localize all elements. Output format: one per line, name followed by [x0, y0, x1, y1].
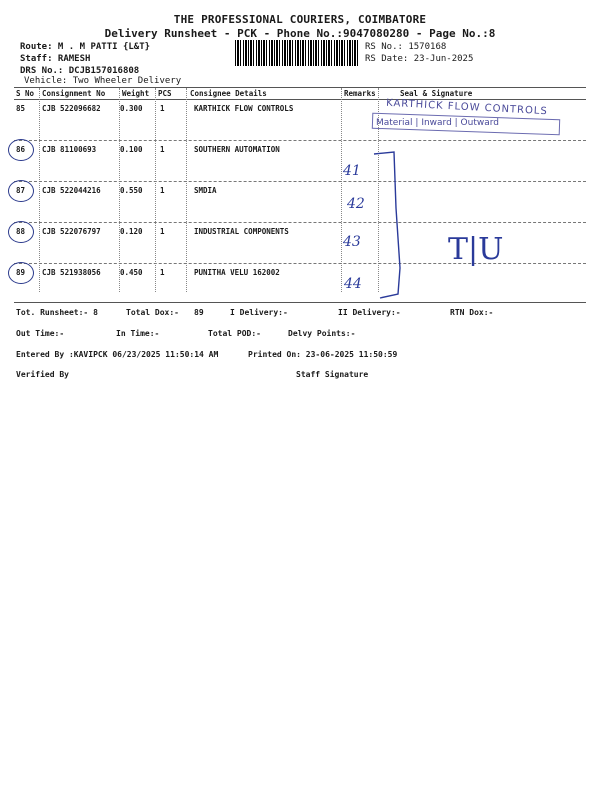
row-89-consignee: PUNITHA VELU 162002 [194, 268, 280, 277]
row-86-consignee: SOUTHERN AUTOMATION [194, 145, 280, 154]
row-divider [14, 222, 586, 223]
row-87-weight: 0.550 [120, 186, 143, 195]
rs-number: RS No.: 1570168 [365, 42, 447, 52]
rs-date: RS Date: 23-Jun-2025 [365, 54, 474, 64]
row-85-pcs: 1 [160, 104, 165, 113]
printed-on: Printed On: 23-06-2025 11:50:59 [248, 350, 398, 359]
row-87-consignee: SMDIA [194, 186, 217, 195]
stamp-line1: KARTHICK FLOW CONTROLS [385, 97, 549, 118]
th-remarks: Remarks [344, 89, 376, 98]
drs-label: DRS No.: DCJB157016808 [20, 66, 140, 76]
rtn-dox: RTN Dox:- [450, 308, 494, 317]
row-88-sno: 88 [16, 227, 26, 236]
row-88-weight: 0.120 [120, 227, 143, 236]
th-pcs: PCS [158, 89, 172, 98]
entered-by: Entered By :KAVIPCK 06/23/2025 11:50:14 AM [16, 350, 219, 359]
th-seal: Seal & Signature [400, 89, 473, 98]
row-89-consignment: CJB 521938056 [42, 268, 101, 277]
out-time: Out Time:- [16, 329, 65, 338]
th-weight: Weight [122, 89, 150, 98]
row-85-consignment: CJB 522096682 [42, 104, 101, 113]
row-87-sno: 87 [16, 186, 26, 195]
row-86-weight: 0.100 [120, 145, 143, 154]
tot-runsheet: Tot. Runsheet:- 8 [16, 308, 98, 317]
vehicle-label: Vehicle: Two Wheeler Delivery [24, 76, 182, 86]
company-title: THE PROFESSIONAL COURIERS, COIMBATORE [173, 13, 427, 26]
pen-circle [8, 139, 34, 161]
total-pod: Total POD:- [208, 329, 261, 338]
row-86-sno: 86 [16, 145, 26, 154]
row-85-sno: 85 [16, 104, 26, 113]
th-consignee: Consignee Details [190, 89, 267, 98]
table-top-rule [14, 87, 586, 88]
route-label: Route: M . M PATTI {L&T} [20, 42, 151, 52]
stamp-line2: Material | Inward | Outward [376, 118, 500, 128]
row-divider [14, 181, 586, 182]
row-89-weight: 0.450 [120, 268, 143, 277]
row-divider [14, 140, 586, 141]
runsheet-subtitle: Delivery Runsheet - PCK - Phone No.:9047080280 - Page No.:8 [104, 27, 496, 40]
row-89-pcs: 1 [160, 268, 165, 277]
verified-by: Verified By [16, 370, 69, 379]
pen-circle [8, 180, 34, 202]
handwritten-41: 41 [343, 163, 361, 179]
col-sep [155, 88, 156, 292]
handwritten-44: 44 [344, 276, 362, 292]
handwritten-tu: T|U [448, 232, 504, 267]
handwritten-43: 43 [343, 234, 361, 250]
row-88-pcs: 1 [160, 227, 165, 236]
row-87-consignment: CJB 522044216 [42, 186, 101, 195]
col-sep [341, 88, 342, 292]
company-stamp [372, 97, 560, 138]
row-85-consignee: KARTHICK FLOW CONTROLS [194, 104, 294, 113]
in-time: In Time:- [116, 329, 160, 338]
pen-circle [8, 262, 34, 284]
i-delivery: I Delivery:- [230, 308, 288, 317]
row-86-pcs: 1 [160, 145, 165, 154]
th-sno: S No [16, 89, 35, 98]
handwritten-42: 42 [347, 196, 365, 212]
staff-label: Staff: RAMESH [20, 54, 91, 64]
row-89-sno: 89 [16, 268, 26, 277]
delvy-points: Delvy Points:- [288, 329, 356, 338]
row-88-consignee: INDUSTRIAL COMPONENTS [194, 227, 289, 236]
row-87-pcs: 1 [160, 186, 165, 195]
table-bottom-rule [14, 302, 586, 303]
row-86-consignment: CJB 81100693 [42, 145, 97, 154]
total-dox-label: Total Dox:- [126, 308, 179, 317]
pen-circle [8, 221, 34, 243]
row-85-weight: 0.300 [120, 104, 143, 113]
total-dox-value: 89 [194, 308, 204, 317]
col-sep [39, 88, 40, 292]
col-sep [186, 88, 187, 292]
th-consignment: Consignment No [42, 89, 106, 98]
ii-delivery: II Delivery:- [338, 308, 401, 317]
pen-bracket [370, 148, 410, 300]
staff-signature: Staff Signature [296, 370, 369, 379]
barcode [235, 40, 359, 66]
row-88-consignment: CJB 522076797 [42, 227, 101, 236]
